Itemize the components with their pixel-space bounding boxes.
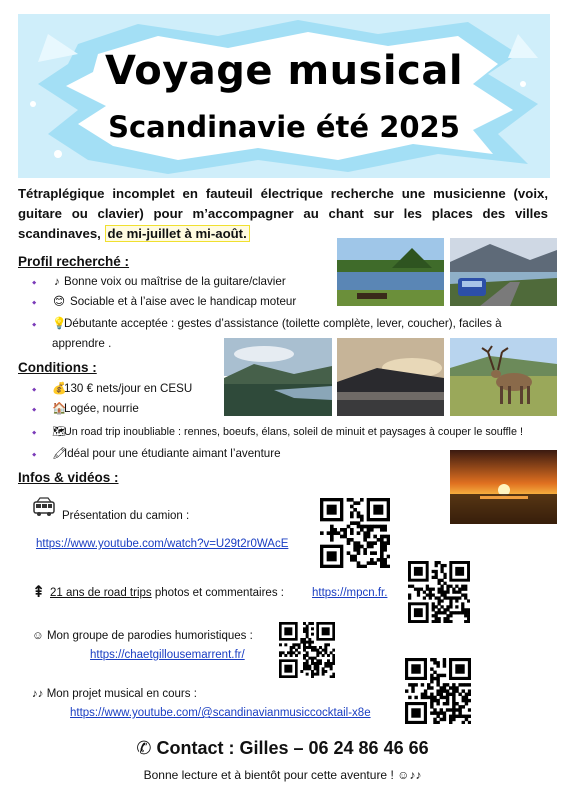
footer-text: Bonne lecture et à bientôt pour cette aventure ! ☺♪♪ <box>143 768 422 782</box>
bus-icon <box>32 496 56 523</box>
conditions-list-cont <box>32 422 557 442</box>
infos-heading: Infos & vidéos : <box>18 470 119 485</box>
bullet-icon: ⬩ <box>32 317 37 331</box>
parodies-link[interactable]: https://chaetgillousemarrent.fr/ <box>90 649 245 661</box>
qr-code-camion[interactable] <box>320 498 390 568</box>
house-icon: 🏠 <box>52 402 67 415</box>
parodies-line: ☺ Mon groupe de parodies humoristiques : <box>32 630 253 642</box>
conditions-heading: Conditions : <box>18 360 97 375</box>
list-item: ⬩ ♪ Bonne voix ou maîtrise de la guitare/clavier <box>32 272 332 292</box>
camion-label: Présentation du camion : <box>62 510 190 522</box>
roadtrips-text: 21 ans de road trips photos et commentaires : <box>50 587 284 599</box>
smiley-icon: ☺ <box>32 630 44 642</box>
van-fjord-photo <box>450 238 557 306</box>
projet-link[interactable]: https://www.youtube.com/@scandinavianmusiccocktail-x8e <box>70 707 371 719</box>
bullet-icon: ⬩ <box>32 382 37 396</box>
intro-text: Tétraplégique incomplet en fauteuil électrique recherche une musicienne (voix, guitare ou clavier) pour m’accompagner au chant sur les places des villes scandinaves, <box>18 186 548 241</box>
bullet-icon: ⬩ <box>32 425 37 439</box>
reindeer-photo <box>450 338 557 416</box>
main-title: Voyage musical <box>104 48 464 94</box>
fjord-coast-photo <box>224 338 332 416</box>
bullet-icon: ⬩ <box>32 295 37 309</box>
projet-line: ♪♪ Mon projet musical en cours : <box>32 688 197 700</box>
profile-heading: Profil recherché : <box>18 254 130 269</box>
conditions-list <box>32 379 232 419</box>
lightbulb-icon: 💡 <box>52 317 67 330</box>
music-note-icon: ♪ <box>54 275 60 288</box>
qr-code-projet[interactable] <box>405 658 471 724</box>
subtitle: Scandinavie été 2025 <box>108 110 460 144</box>
smiley-icon: 😊 <box>52 295 66 308</box>
lake-photo <box>337 238 444 306</box>
list-item: ⬩ 🏠Logée, nourrie <box>32 399 232 419</box>
phone-icon: ✆ <box>136 738 152 758</box>
list-item: ⬩ 😊 Sociable et à l’aise avec le handicap moteur <box>32 292 332 312</box>
camion-video-link[interactable]: https://www.youtube.com/watch?v=U29t2r0WAcE <box>36 538 289 550</box>
bullet-icon: ⬩ <box>32 447 37 461</box>
qr-code-mpcn[interactable] <box>408 561 470 623</box>
list-item: ⬩ 🖍Idéal pour une étudiante aimant l’aventure <box>32 444 352 464</box>
money-bag-icon: 💰 <box>52 382 67 395</box>
dates-highlight: de mi-juillet à mi-août. <box>105 225 250 242</box>
mpcn-link[interactable]: https://mpcn.fr. <box>312 587 388 599</box>
map-icon: 🗺 <box>52 426 66 438</box>
music-notes-icon: ♪♪ <box>32 688 44 700</box>
conditions-list-end <box>32 444 352 464</box>
contact-text: Contact : Gilles – 06 24 86 46 66 <box>156 738 429 758</box>
ice-splash-graphic <box>18 14 550 178</box>
sunset-photo <box>450 450 557 524</box>
pin-icon: 🖍 <box>52 447 67 460</box>
list-item: ⬩ 🗺Un road trip inoubliable : rennes, boeufs, élans, soleil de minuit et paysages à couper le souffle ! <box>32 422 557 442</box>
profile-list <box>32 272 332 312</box>
midnight-sun-fjord-photo <box>337 338 444 416</box>
list-item: ⬩ 💰130 € nets/jour en CESU <box>32 379 232 399</box>
bullet-icon: ⬩ <box>32 402 37 416</box>
qr-code-parodies[interactable] <box>279 622 335 678</box>
title-banner <box>18 14 550 178</box>
signpost-icon: ⇞ <box>32 584 46 601</box>
intro-paragraph <box>18 184 548 244</box>
contact-line <box>0 738 565 759</box>
list-item: ⬩ 💡Débutante acceptée : gestes d’assistance (toilette complète, lever, coucher), faciles à apprendre . <box>32 314 544 354</box>
bullet-icon: ⬩ <box>32 275 37 289</box>
